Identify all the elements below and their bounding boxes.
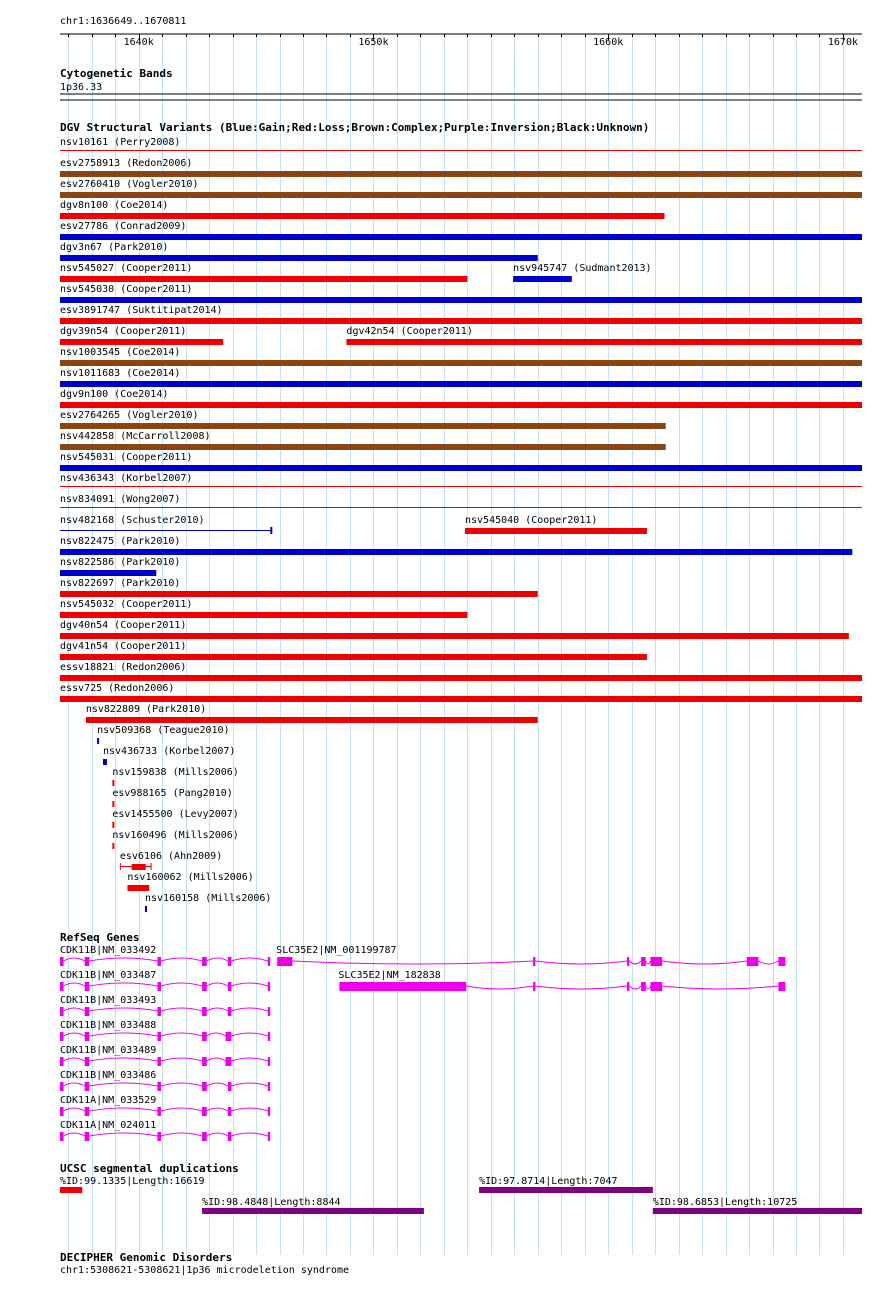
refseq-exon bbox=[268, 982, 270, 991]
dgv-feature-label[interactable]: nsv159838 (Mills2006) bbox=[112, 767, 239, 778]
dgv-feature-label[interactable]: nsv545040 (Cooper2011) bbox=[464, 515, 598, 526]
dgv-feature[interactable] bbox=[60, 599, 467, 618]
segdup-feature-bar[interactable] bbox=[202, 1208, 424, 1214]
dgv-feature-end bbox=[120, 863, 121, 870]
refseq-intron bbox=[535, 961, 627, 964]
ruler-tick-label: 1660k bbox=[593, 37, 624, 48]
refseq-exon bbox=[747, 957, 759, 966]
dgv-feature-label[interactable]: dgv41n54 (Cooper2011) bbox=[60, 641, 187, 652]
refseq-intron bbox=[161, 983, 202, 986]
dgv-feature-label[interactable]: essv18821 (Redon2006) bbox=[60, 662, 187, 673]
refseq-gene-label[interactable]: SLC35E2|NM_001199787 bbox=[276, 945, 397, 956]
dgv-feature[interactable] bbox=[60, 494, 862, 508]
refseq-intron bbox=[64, 958, 85, 961]
refseq-exon bbox=[60, 957, 64, 966]
dgv-feature[interactable] bbox=[112, 788, 232, 807]
dgv-feature-label[interactable]: nsv10161 (Perry2008) bbox=[60, 137, 181, 148]
refseq-exon bbox=[60, 982, 64, 991]
refseq-exon bbox=[228, 1107, 232, 1116]
dgv-feature-bar[interactable] bbox=[112, 822, 114, 828]
refseq-exon bbox=[228, 957, 232, 966]
dgv-feature[interactable] bbox=[86, 704, 538, 723]
refseq-exon bbox=[226, 1032, 232, 1041]
refseq-intron bbox=[64, 983, 85, 986]
decipher-track bbox=[60, 1251, 349, 1276]
refseq-exon bbox=[157, 1032, 161, 1041]
refseq-gene-label[interactable]: CDK11A|NM_024011 bbox=[60, 1120, 157, 1131]
dgv-feature-bar[interactable] bbox=[346, 339, 862, 345]
dgv-feature-bar[interactable] bbox=[60, 192, 862, 198]
refseq-gene[interactable] bbox=[60, 995, 270, 1016]
dgv-feature-bar[interactable] bbox=[127, 885, 149, 891]
refseq-intron bbox=[89, 1033, 157, 1036]
refseq-exon bbox=[202, 1057, 207, 1066]
dgv-feature-bar[interactable] bbox=[60, 150, 862, 151]
refseq-intron bbox=[231, 983, 267, 986]
refseq-exon bbox=[277, 957, 292, 966]
dgv-feature-bar[interactable] bbox=[60, 507, 862, 508]
ruler bbox=[60, 16, 862, 48]
ruler-tick-label: 1670k bbox=[827, 37, 859, 48]
refseq-intron bbox=[231, 1033, 267, 1036]
dgv-feature[interactable] bbox=[60, 452, 862, 471]
refseq-gene[interactable] bbox=[60, 1045, 270, 1066]
region-label: chr1:1636649..1670811 bbox=[60, 16, 187, 27]
refseq-intron bbox=[292, 961, 533, 964]
dgv-feature[interactable] bbox=[346, 326, 862, 345]
track-title-decipher[interactable]: DECIPHER Genomic Disorders bbox=[60, 1251, 233, 1264]
cytoband-label: 1p36.33 bbox=[60, 82, 103, 93]
dgv-feature-bar[interactable] bbox=[60, 591, 538, 597]
refseq-intron bbox=[161, 1083, 202, 1086]
refseq-exon bbox=[202, 1107, 207, 1116]
refseq-gene[interactable] bbox=[60, 1020, 270, 1041]
dgv-feature-label[interactable]: esv1455500 (Levy2007) bbox=[112, 809, 239, 820]
refseq-exon bbox=[60, 1107, 64, 1116]
dgv-feature[interactable] bbox=[60, 179, 862, 198]
segdup-feature-label[interactable]: %ID:98.6853|Length:10725 bbox=[652, 1197, 798, 1208]
dgv-feature[interactable] bbox=[513, 263, 651, 282]
refseq-exon bbox=[85, 1132, 90, 1141]
dgv-feature-end bbox=[270, 527, 272, 534]
dgv-feature-bar[interactable] bbox=[60, 444, 666, 450]
dgv-feature-label[interactable]: esv27786 (Conrad2009) bbox=[60, 221, 187, 232]
dgv-feature-label[interactable]: nsv160158 (Mills2006) bbox=[145, 893, 272, 904]
refseq-exon bbox=[339, 982, 466, 991]
refseq-exon bbox=[627, 982, 629, 991]
refseq-intron bbox=[662, 961, 747, 964]
segdup-feature[interactable] bbox=[653, 1197, 862, 1214]
dgv-feature-label[interactable]: nsv509368 (Teague2010) bbox=[97, 725, 230, 736]
refseq-gene-label[interactable]: CDK11B|NM_033487 bbox=[60, 970, 157, 981]
refseq-gene-label[interactable]: CDK11B|NM_033492 bbox=[60, 945, 157, 956]
dgv-feature-bar[interactable] bbox=[60, 234, 862, 240]
dgv-feature-bar[interactable] bbox=[60, 318, 862, 324]
refseq-exon bbox=[202, 1082, 207, 1091]
dgv-feature-bar[interactable] bbox=[60, 633, 849, 639]
dgv-feature[interactable] bbox=[60, 305, 862, 324]
dgv-feature-label[interactable]: esv988165 (Pang2010) bbox=[112, 788, 233, 799]
ruler-tick-label: 1650k bbox=[358, 37, 389, 48]
segdup-features bbox=[60, 1176, 862, 1214]
dgv-feature-label[interactable]: nsv436343 (Korbel2007) bbox=[60, 473, 193, 484]
refseq-intron bbox=[646, 961, 651, 964]
segdup-feature-bar[interactable] bbox=[653, 1208, 862, 1214]
refseq-exon bbox=[85, 1057, 90, 1066]
dgv-feature-label[interactable]: esv2760410 (Vogler2010) bbox=[60, 179, 199, 190]
dgv-feature[interactable] bbox=[60, 284, 862, 303]
dgv-feature-label[interactable]: nsv1003545 (Coe2014) bbox=[60, 347, 181, 358]
dgv-feature-label[interactable]: nsv945747 (Sudmant2013) bbox=[513, 263, 652, 274]
decipher-feature-label[interactable]: chr1:5308621-5308621|1p36 microdeletion syndrome bbox=[60, 1265, 349, 1276]
dgv-feature[interactable] bbox=[60, 347, 862, 366]
dgv-feature-label[interactable]: nsv436733 (Korbel2007) bbox=[102, 746, 236, 757]
dgv-feature-bar[interactable] bbox=[60, 381, 862, 387]
dgv-feature-label[interactable]: essv725 (Redon2006) bbox=[60, 683, 175, 694]
dgv-feature-bar[interactable] bbox=[465, 528, 647, 534]
dgv-feature[interactable] bbox=[60, 242, 538, 261]
refseq-exon bbox=[228, 1007, 232, 1016]
refseq-intron bbox=[64, 1008, 85, 1011]
refseq-intron bbox=[64, 1108, 85, 1111]
refseq-intron bbox=[231, 1008, 267, 1011]
dgv-feature-label[interactable]: dgv42n54 (Cooper2011) bbox=[346, 326, 473, 337]
refseq-gene[interactable] bbox=[60, 1120, 270, 1141]
refseq-exon bbox=[650, 957, 662, 966]
dgv-feature-bar[interactable] bbox=[60, 486, 862, 487]
refseq-exon bbox=[60, 1007, 64, 1016]
refseq-intron bbox=[161, 1058, 202, 1061]
refseq-intron bbox=[64, 1033, 85, 1036]
dgv-feature-bar[interactable] bbox=[60, 423, 666, 429]
refseq-exon bbox=[202, 1007, 207, 1016]
refseq-intron bbox=[758, 961, 778, 964]
segdup-feature[interactable] bbox=[202, 1197, 424, 1214]
refseq-intron bbox=[161, 958, 202, 961]
dgv-feature-bar[interactable] bbox=[60, 276, 467, 282]
dgv-feature-label[interactable]: dgv9n100 (Coe2014) bbox=[60, 389, 169, 400]
dgv-feature-bar[interactable] bbox=[112, 843, 114, 849]
refseq-exon bbox=[157, 1057, 161, 1066]
track-title-segdups[interactable]: UCSC segmental duplications bbox=[60, 1162, 239, 1175]
refseq-intron bbox=[89, 1008, 157, 1011]
dgv-feature[interactable] bbox=[60, 221, 862, 240]
refseq-exon bbox=[85, 1082, 90, 1091]
segdup-feature-bar[interactable] bbox=[60, 1187, 82, 1193]
dgv-feature[interactable] bbox=[60, 620, 849, 639]
refseq-exon bbox=[157, 1107, 161, 1116]
refseq-intron bbox=[161, 1008, 202, 1011]
refseq-gene-label[interactable]: CDK11B|NM_033493 bbox=[60, 995, 157, 1006]
segdup-feature-label[interactable]: %ID:99.1335|Length:16619 bbox=[60, 1176, 205, 1187]
refseq-intron bbox=[629, 961, 641, 964]
dgv-feature-label[interactable]: esv2758913 (Redon2006) bbox=[60, 158, 193, 169]
dgv-feature-bar[interactable] bbox=[60, 549, 852, 555]
refseq-intron bbox=[231, 1058, 267, 1061]
refseq-intron bbox=[89, 1108, 157, 1111]
dgv-feature[interactable] bbox=[145, 893, 271, 912]
refseq-exon bbox=[202, 1132, 207, 1141]
segdup-feature-label[interactable]: %ID:97.8714|Length:7047 bbox=[479, 1176, 618, 1187]
refseq-exon bbox=[627, 957, 629, 966]
refseq-exon bbox=[202, 957, 207, 966]
segdup-feature-label[interactable]: %ID:98.4848|Length:8844 bbox=[202, 1197, 341, 1208]
dgv-feature-bar[interactable] bbox=[60, 465, 862, 471]
dgv-feature-label[interactable]: nsv545031 (Cooper2011) bbox=[60, 452, 193, 463]
dgv-feature-label[interactable]: dgv3n67 (Park2010) bbox=[60, 242, 169, 253]
segdup-feature-bar[interactable] bbox=[479, 1187, 653, 1193]
refseq-exon bbox=[641, 982, 646, 991]
dgv-feature[interactable] bbox=[60, 368, 862, 387]
dgv-feature[interactable] bbox=[60, 641, 647, 660]
refseq-intron bbox=[231, 958, 267, 961]
dgv-feature-label[interactable]: nsv545032 (Cooper2011) bbox=[60, 599, 193, 610]
dgv-feature[interactable] bbox=[127, 872, 253, 891]
segdup-feature[interactable] bbox=[60, 1176, 205, 1193]
dgv-feature-label[interactable]: esv3891747 (Suktitipat2014) bbox=[60, 305, 223, 316]
dgv-feature-bar[interactable] bbox=[60, 213, 665, 219]
refseq-gene-label[interactable]: CDK11A|NM_033529 bbox=[60, 1095, 157, 1106]
dgv-feature[interactable] bbox=[60, 410, 666, 429]
dgv-feature-bar[interactable] bbox=[112, 780, 114, 786]
dgv-feature[interactable] bbox=[60, 158, 862, 177]
refseq-exon bbox=[85, 1007, 90, 1016]
dgv-feature-bar[interactable] bbox=[60, 696, 862, 702]
refseq-exon bbox=[202, 982, 207, 991]
refseq-exon bbox=[60, 1082, 64, 1091]
dgv-feature-label[interactable]: nsv160496 (Mills2006) bbox=[112, 830, 239, 841]
refseq-exon bbox=[533, 982, 535, 991]
dgv-feature-label[interactable]: nsv545030 (Cooper2011) bbox=[60, 284, 193, 295]
refseq-intron bbox=[629, 986, 641, 989]
dgv-feature-bar[interactable] bbox=[145, 906, 147, 912]
refseq-exon bbox=[85, 1032, 90, 1041]
cytoband-track bbox=[60, 67, 862, 100]
refseq-exon bbox=[60, 1032, 64, 1041]
refseq-intron bbox=[89, 958, 157, 961]
dgv-feature[interactable] bbox=[60, 389, 862, 408]
dgv-feature-label[interactable]: nsv834091 (Wong2007) bbox=[60, 494, 181, 505]
dgv-feature-label[interactable]: nsv160062 (Mills2006) bbox=[127, 872, 254, 883]
refseq-intron bbox=[89, 983, 157, 986]
dgv-feature-bar[interactable] bbox=[60, 255, 538, 261]
dgv-feature-label[interactable]: nsv822586 (Park2010) bbox=[60, 557, 181, 568]
track-title-refseq[interactable]: RefSeq Genes bbox=[60, 931, 140, 944]
refseq-exon bbox=[228, 982, 232, 991]
dgv-feature[interactable] bbox=[60, 578, 538, 597]
dgv-feature-bar[interactable] bbox=[60, 171, 862, 177]
refseq-exon bbox=[228, 1082, 232, 1091]
refseq-exon bbox=[268, 1057, 270, 1066]
dgv-feature-bar[interactable] bbox=[86, 717, 538, 723]
refseq-exon bbox=[60, 1057, 64, 1066]
refseq-exon bbox=[157, 982, 161, 991]
dgv-feature-label[interactable]: nsv822475 (Park2010) bbox=[60, 536, 181, 547]
refseq-intron bbox=[231, 1083, 267, 1086]
dgv-feature-bar[interactable] bbox=[60, 297, 862, 303]
refseq-exon bbox=[157, 1007, 161, 1016]
track-title-dgv[interactable]: DGV Structural Variants (Blue:Gain;Red:Loss;Brown:Complex;Purple:Inversion;Black:Unknown) bbox=[60, 121, 650, 134]
dgv-feature-bar[interactable] bbox=[60, 654, 647, 660]
refseq-intron bbox=[64, 1083, 85, 1086]
refseq-intron bbox=[64, 1133, 85, 1136]
dgv-track bbox=[60, 121, 862, 912]
ruler-tick-label: 1640k bbox=[123, 37, 154, 48]
dgv-feature[interactable] bbox=[60, 200, 665, 219]
refseq-intron bbox=[64, 1058, 85, 1061]
dgv-feature[interactable] bbox=[60, 263, 467, 282]
dgv-feature-bar[interactable] bbox=[60, 339, 223, 345]
refseq-exon bbox=[226, 1057, 232, 1066]
dgv-feature[interactable] bbox=[60, 515, 272, 534]
refseq-exon bbox=[157, 1082, 161, 1091]
dgv-feature-label[interactable]: nsv545027 (Cooper2011) bbox=[60, 263, 193, 274]
refseq-gene[interactable] bbox=[276, 945, 785, 966]
dgv-feature-label[interactable]: dgv39n54 (Cooper2011) bbox=[60, 326, 187, 337]
refseq-intron bbox=[89, 1083, 157, 1086]
dgv-feature-end bbox=[151, 863, 152, 870]
refseq-intron bbox=[161, 1033, 202, 1036]
refseq-gene[interactable] bbox=[60, 945, 270, 966]
refseq-exon bbox=[268, 1007, 270, 1016]
refseq-exon bbox=[157, 957, 161, 966]
refseq-exon bbox=[650, 982, 662, 991]
dgv-feature-label[interactable]: dgv8n100 (Coe2014) bbox=[60, 200, 169, 211]
dgv-feature[interactable] bbox=[60, 431, 666, 450]
track-title-cytoband[interactable]: Cytogenetic Bands bbox=[60, 67, 173, 80]
refseq-intron bbox=[231, 1108, 267, 1111]
dgv-feature-label[interactable]: nsv822809 (Park2010) bbox=[85, 704, 207, 715]
refseq-exon bbox=[268, 1107, 270, 1116]
dgv-feature-label[interactable]: nsv482168 (Schuster2010) bbox=[60, 515, 205, 526]
dgv-feature[interactable] bbox=[60, 137, 862, 151]
refseq-exon bbox=[228, 1132, 232, 1141]
dgv-feature[interactable] bbox=[103, 746, 235, 765]
dgv-feature-label[interactable]: nsv822697 (Park2010) bbox=[60, 578, 181, 589]
refseq-exon bbox=[85, 957, 90, 966]
refseq-intron bbox=[231, 1133, 267, 1136]
refseq-exon bbox=[778, 957, 785, 966]
dgv-feature-bar[interactable] bbox=[97, 738, 99, 744]
refseq-exon bbox=[641, 957, 646, 966]
refseq-exon bbox=[778, 982, 785, 991]
refseq-exon bbox=[157, 1132, 161, 1141]
dgv-feature[interactable] bbox=[112, 830, 238, 849]
dgv-feature-bar[interactable] bbox=[112, 801, 114, 807]
dgv-feature-label[interactable]: esv2764265 (Vogler2010) bbox=[60, 410, 199, 421]
dgv-feature[interactable] bbox=[60, 662, 862, 681]
refseq-intron bbox=[466, 986, 533, 989]
refseq-gene-label[interactable]: CDK11B|NM_033488 bbox=[60, 1020, 157, 1031]
dgv-feature[interactable] bbox=[60, 683, 862, 702]
refseq-exon bbox=[533, 957, 535, 966]
refseq-track bbox=[60, 931, 785, 1141]
dgv-feature[interactable] bbox=[60, 326, 223, 345]
dgv-feature-label[interactable]: nsv1011683 (Coe2014) bbox=[60, 368, 181, 379]
refseq-intron bbox=[161, 1108, 202, 1111]
dgv-feature-label[interactable]: nsv442858 (McCarroll2008) bbox=[60, 431, 211, 442]
refseq-gene-label[interactable]: SLC35E2|NM_182838 bbox=[338, 970, 441, 981]
refseq-intron bbox=[646, 986, 651, 989]
dgv-feature-bar[interactable] bbox=[513, 276, 572, 282]
refseq-intron bbox=[89, 1133, 157, 1136]
dgv-feature-bar[interactable] bbox=[103, 759, 107, 765]
dgv-feature-bar[interactable] bbox=[60, 530, 271, 531]
dgv-feature-block bbox=[132, 864, 146, 870]
refseq-features bbox=[60, 945, 785, 1141]
dgv-feature[interactable] bbox=[60, 536, 852, 555]
refseq-exon bbox=[268, 1032, 270, 1041]
refseq-intron bbox=[535, 986, 627, 989]
dgv-feature-bar[interactable] bbox=[60, 360, 862, 366]
dgv-feature[interactable] bbox=[112, 809, 238, 828]
refseq-exon bbox=[268, 1082, 270, 1091]
dgv-feature-bar[interactable] bbox=[60, 612, 467, 618]
refseq-gene[interactable] bbox=[60, 1070, 270, 1091]
dgv-feature-label[interactable]: esv6106 (Ahn2009) bbox=[119, 851, 223, 862]
refseq-exon bbox=[268, 1132, 270, 1141]
dgv-feature-label[interactable]: dgv40n54 (Cooper2011) bbox=[60, 620, 187, 631]
dgv-feature[interactable] bbox=[112, 767, 238, 786]
refseq-gene[interactable] bbox=[60, 1095, 270, 1116]
dgv-feature[interactable] bbox=[465, 515, 647, 534]
refseq-exon bbox=[268, 957, 270, 966]
refseq-exon bbox=[85, 982, 90, 991]
refseq-intron bbox=[89, 1058, 157, 1061]
refseq-gene[interactable] bbox=[60, 970, 270, 991]
dgv-features bbox=[60, 137, 862, 912]
dgv-feature-bar[interactable] bbox=[60, 675, 862, 681]
refseq-intron bbox=[161, 1133, 202, 1136]
segdup-feature[interactable] bbox=[479, 1176, 653, 1193]
segdup-track bbox=[60, 1162, 862, 1214]
refseq-exon bbox=[60, 1132, 64, 1141]
refseq-gene-label[interactable]: CDK11B|NM_033489 bbox=[60, 1045, 157, 1056]
dgv-feature-bar[interactable] bbox=[60, 402, 862, 408]
refseq-gene-label[interactable]: CDK11B|NM_033486 bbox=[60, 1070, 157, 1081]
dgv-feature[interactable] bbox=[60, 473, 862, 487]
refseq-exon bbox=[202, 1032, 207, 1041]
dgv-feature[interactable] bbox=[120, 851, 222, 870]
dgv-feature-bar[interactable] bbox=[60, 570, 156, 576]
refseq-exon bbox=[85, 1107, 90, 1116]
